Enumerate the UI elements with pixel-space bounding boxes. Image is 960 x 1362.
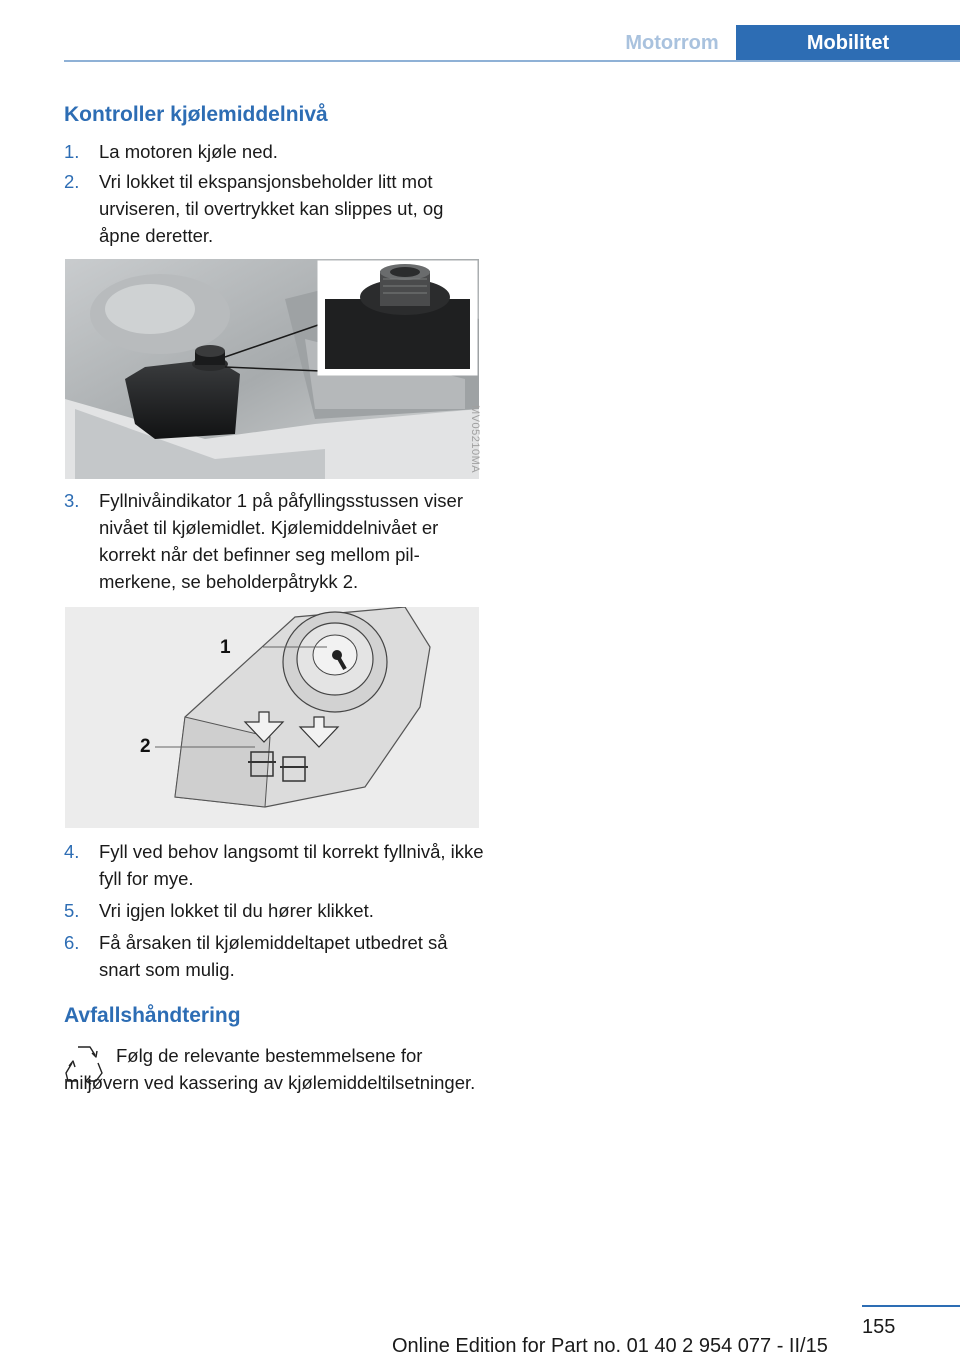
step-text: Vri lokket til ekspansjonsbeholder litt mot urviseren, til overtrykket kan slippes ut, og åpne deretter.	[99, 171, 444, 246]
step-text: Få årsaken til kjølemiddeltapet utbedret så snart som mulig.	[99, 932, 448, 980]
reservoir-illustration	[65, 607, 479, 828]
page-number: 155	[862, 1316, 896, 1338]
label-1: 1	[220, 637, 231, 658]
step-number: 3.	[64, 490, 80, 511]
step-text: Vri igjen lokket til du hører klikket.	[99, 900, 374, 921]
step-number: 2.	[64, 171, 80, 192]
list-item	[64, 838, 484, 892]
tab-motorrom[interactable]: Motorrom	[608, 25, 736, 62]
section-title-disposal: Avfallshåndtering	[64, 1004, 241, 1027]
list-item	[64, 929, 484, 983]
engine-bay-illustration	[65, 259, 479, 479]
step-number: 1.	[64, 141, 80, 162]
list-item	[64, 897, 484, 924]
step-number: 5.	[64, 900, 80, 921]
footer-divider	[862, 1305, 960, 1307]
engine-bay-photo	[65, 259, 479, 479]
label-2: 2	[140, 736, 151, 757]
reservoir-diagram	[65, 607, 479, 828]
header-divider	[64, 60, 960, 62]
edition-text: Online Edition for Part no. 01 40 2 954 077 - II/15	[392, 1335, 828, 1357]
step-number: 4.	[64, 841, 80, 862]
step-text: Fyllnivåindikator 1 på påfyllingsstussen viser nivået til kjølemidlet. Kjølemiddelnivået er korrekt når det befinner seg mellom pilmerkene, se beholderpåtrykk 2.	[99, 490, 464, 592]
list-item	[64, 487, 484, 595]
step-text: Fyll ved behov langsomt til korrekt fyllnivå, ikke fyll for mye.	[99, 841, 484, 889]
tab-mobilitet[interactable]: Mobilitet	[736, 25, 960, 62]
figure-code: MV05210MA	[469, 405, 481, 474]
step-number: 6.	[64, 932, 80, 953]
list-item	[64, 138, 484, 165]
step-text: La motoren kjøle ned.	[99, 141, 278, 162]
section-title-coolant: Kontroller kjølemiddelnivå	[64, 103, 328, 126]
list-item	[64, 168, 484, 249]
disposal-text: Følg de relevante bestemmelsene for miljøvern ved kassering av kjølemiddeltilsetninger.	[64, 1045, 476, 1093]
